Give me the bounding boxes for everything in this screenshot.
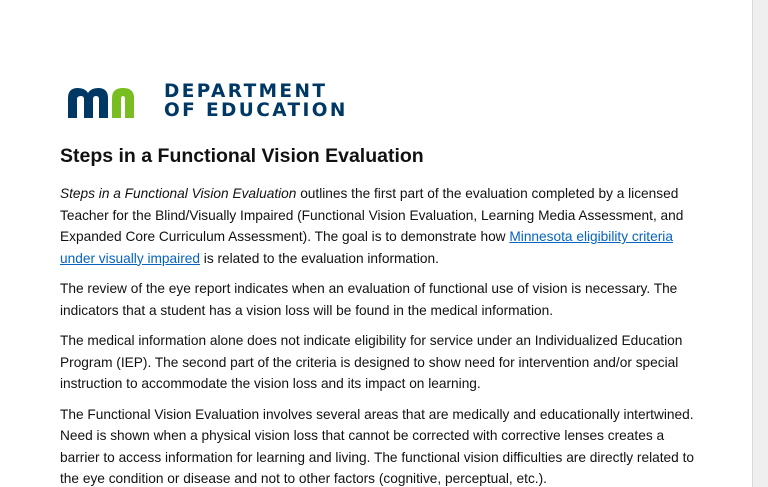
eligibility-criteria-link[interactable]: Minnesota eligibility criteria under visually impaired <box>60 229 673 266</box>
logo-wordmark <box>164 82 348 120</box>
paragraph-intro <box>60 183 700 269</box>
paragraph-medical-information: The medical information alone does not indicate eligibility for service under an Individualized Education Program (IEP). The second part of the criteria is designed to show need for intervention and/or special instruction to accommodate the vision loss and its impact on learning. <box>60 333 683 391</box>
paragraph-eye-report: The review of the eye report indicates when an evaluation of functional use of vision is necessary. The indicators that a student has a vision loss will be found in the medical information. <box>60 281 678 318</box>
paragraph-functional-vision: The Functional Vision Evaluation involves several areas that are medically and educationally intertwined. Need is shown when a physical vision loss that cannot be corrected with corrective lenses creates a barrier to access information for learning and living. The functional vision difficulties are directly related to the eye condition or disease and not to other factors (cognitive, perceptual, etc.). <box>60 406 695 486</box>
intro-text-a: outlines the first part of the evaluation completed by a licensed Teacher for the Blind/Visually Impaired (Functional Vision Evaluation, Learning Media Assessment, and Expanded Core Curriculum Assessment). The goal is to demonstrate how <box>60 186 684 244</box>
logo-line-department: DEPARTMENT <box>164 81 328 102</box>
intro-italic-title: Steps in a Functional Vision Evaluation <box>60 186 297 201</box>
document-title: Steps in a Functional Vision Evaluation <box>60 145 424 167</box>
logo-line-of-education: OF EDUCATION <box>164 100 348 121</box>
viewer-side-gutter <box>752 0 768 487</box>
mn-logo-mark-icon <box>66 84 154 118</box>
document-body <box>60 143 700 487</box>
intro-text-b: is related to the evaluation information. <box>199 250 439 266</box>
department-of-education-logo <box>66 82 356 122</box>
